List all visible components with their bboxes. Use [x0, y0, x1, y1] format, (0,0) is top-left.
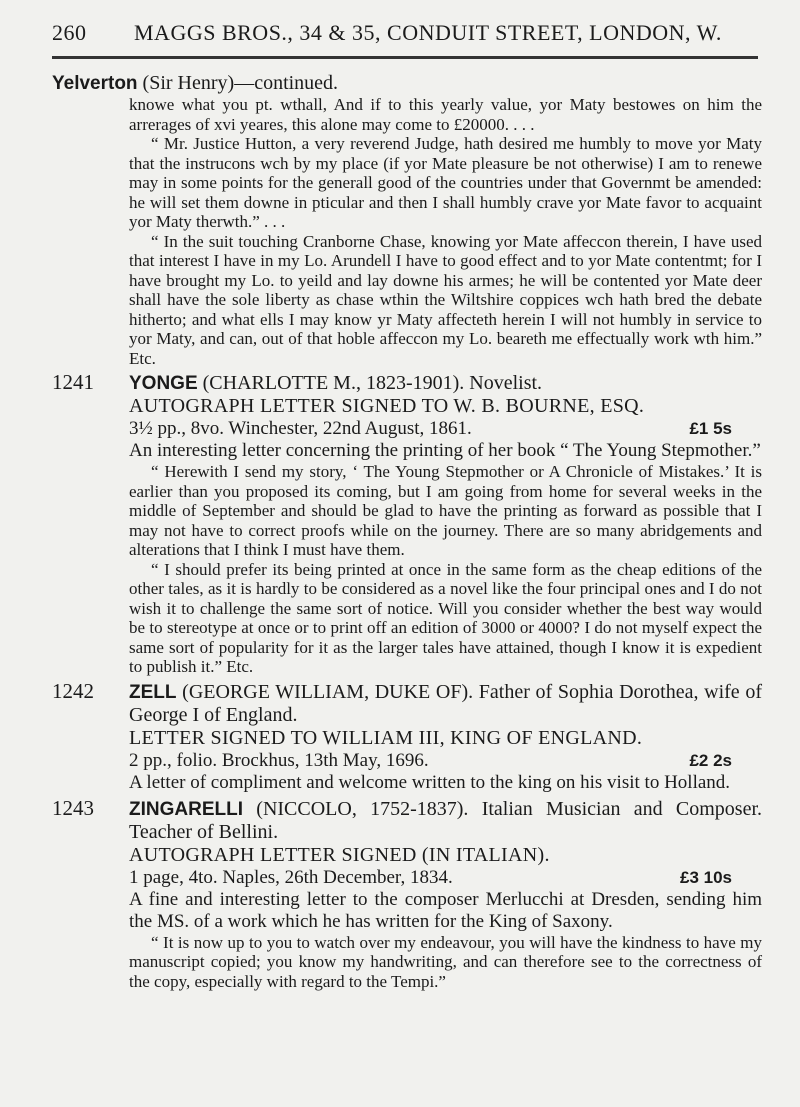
lot-heading — [129, 372, 762, 395]
continued-heading — [52, 72, 762, 95]
annotation: A letter of compliment and welcome written to the king on his visit to Holland. — [129, 771, 731, 793]
lot-entry — [52, 795, 763, 992]
author-name: ZELL — [129, 681, 177, 703]
quote-paragraph: knowe what you pt. wthall, And if to this yearly value, yor Maty bestowes on him the arrerages of xvi yeares, this alone may come to £20000. . . . — [129, 95, 762, 134]
quote-paragraph: “ In the suit touching Cranborne Chase, knowing yor Mate affeccon therein, I have used that interest I have in my Lo. Arundell I have to good effect and to yor Mate contentmt; for I have brought my Lo. to yeild and lay downe his armes; he will be contented yor Mate deer shall have the sole liberty as chase wthin the Wiltshire coppices wch hath bred the debate hitherto; and what ells I may know yr Maty affecteth herein I will not humbly in service to yor Maty, and can, out of that hoble affeccon my Lo. beareth me effectually work wth him.” Etc. — [129, 231, 762, 368]
author-name: YONGE — [129, 373, 198, 394]
header-rule — [52, 56, 758, 59]
author-details: (CHARLOTTE M., 1823-1901). Novelist. — [202, 372, 543, 394]
annotation: An interesting letter concerning the printing of her book “ The Young Stepmother.” — [129, 440, 761, 461]
physical-description: 2 pp., folio. Brockhus, 13th May, 1696. — [129, 749, 429, 771]
item-title: LETTER SIGNED TO WILLIAM III, KING OF ENGLAND. — [129, 726, 643, 749]
catalogue-body — [52, 72, 762, 991]
price: £2 2s — [689, 750, 732, 770]
quote-paragraph: “ Mr. Justice Hutton, a very reverend Judge, hath desired me humbly to move yor Maty that the instrucons wch by my place (if yor Mate pleasure be not otherwise) I am to renewe may in some points for the generall good of the countries under that Governmt be amended: he will set them downe in pticular and then I shall humbly crave yor Mate favor to acquaint yor Maty therwth.” . . . — [129, 134, 762, 231]
price: £1 5s — [689, 419, 732, 438]
lot-entry — [52, 372, 762, 677]
page-header — [52, 20, 760, 46]
page-number: 260 — [52, 20, 87, 45]
lot-number: 1243 — [52, 795, 94, 820]
quote-paragraph: “ It is now up to you to watch over my endeavour, you will have the kindness to have my manuscript copied; you know my handwriting, and can therefore see to the correctness of the copy, especially with regard to the Tempi.” — [129, 932, 762, 991]
lot-heading — [129, 681, 762, 727]
quote-paragraph: “ I should prefer its being printed at once in the same form as the cheap editions of the other tales, as it is hardly to be considered as a novel like the four principal ones and I do not wish it to challenge the same sort of notice. Will you consider whether the best way would be to stereotype at once or to print off an edition of 3000 or 4000? I do not myself expect the same sort of popularity for it as the larger tales have attained, though I know it is expedient to publish it.” Etc. — [129, 559, 762, 676]
item-title: AUTOGRAPH LETTER SIGNED (IN ITALIAN). — [129, 843, 550, 866]
continued-entry — [52, 72, 762, 368]
publisher-line: MAGGS BROS., 34 & 35, CONDUIT STREET, LONDON, W. — [134, 20, 722, 45]
quote-paragraph: “ Herewith I send my story, ‘ The Young Stepmother or A Chronicle of Mistakes.’ It is earlier than you proposed its coming, but I am going from home for several weeks in the middle of September and should be glad to have the printing as forward as possible that I may not have to correct proofs while on the journey. There are so many abridgements and alterations that I think I must have them. — [129, 462, 762, 559]
item-description — [129, 418, 762, 440]
item-description — [129, 750, 762, 772]
lot-heading — [129, 798, 762, 844]
lot-number: 1241 — [52, 370, 94, 394]
physical-description: 1 page, 4to. Naples, 26th December, 1834. — [129, 866, 453, 888]
price: £3 10s — [680, 867, 732, 887]
lot-number: 1242 — [52, 678, 94, 703]
item-title: AUTOGRAPH LETTER SIGNED TO W. B. BOURNE, ESQ. — [129, 395, 645, 417]
author-name: Yelverton — [52, 73, 138, 94]
author-details: (GEORGE WILLIAM, DUKE OF). Father of Sophia Dorothea, wife of George I of England. — [129, 680, 762, 726]
annotation: A fine and interesting letter to the composer Merlucchi at Dresden, sending him the MS. of a work which he has written for the King of Saxony. — [129, 888, 762, 932]
author-details: (Sir Henry)—continued. — [142, 72, 339, 94]
author-details: (NICCOLO, 1752-1837). Italian Musician and Composer. Teacher of Bellini. — [129, 797, 763, 843]
author-name: ZINGARELLI — [129, 798, 243, 820]
physical-description: 3½ pp., 8vo. Winchester, 22nd August, 1861. — [129, 418, 472, 439]
lot-entry — [52, 678, 762, 794]
item-description — [129, 867, 762, 889]
